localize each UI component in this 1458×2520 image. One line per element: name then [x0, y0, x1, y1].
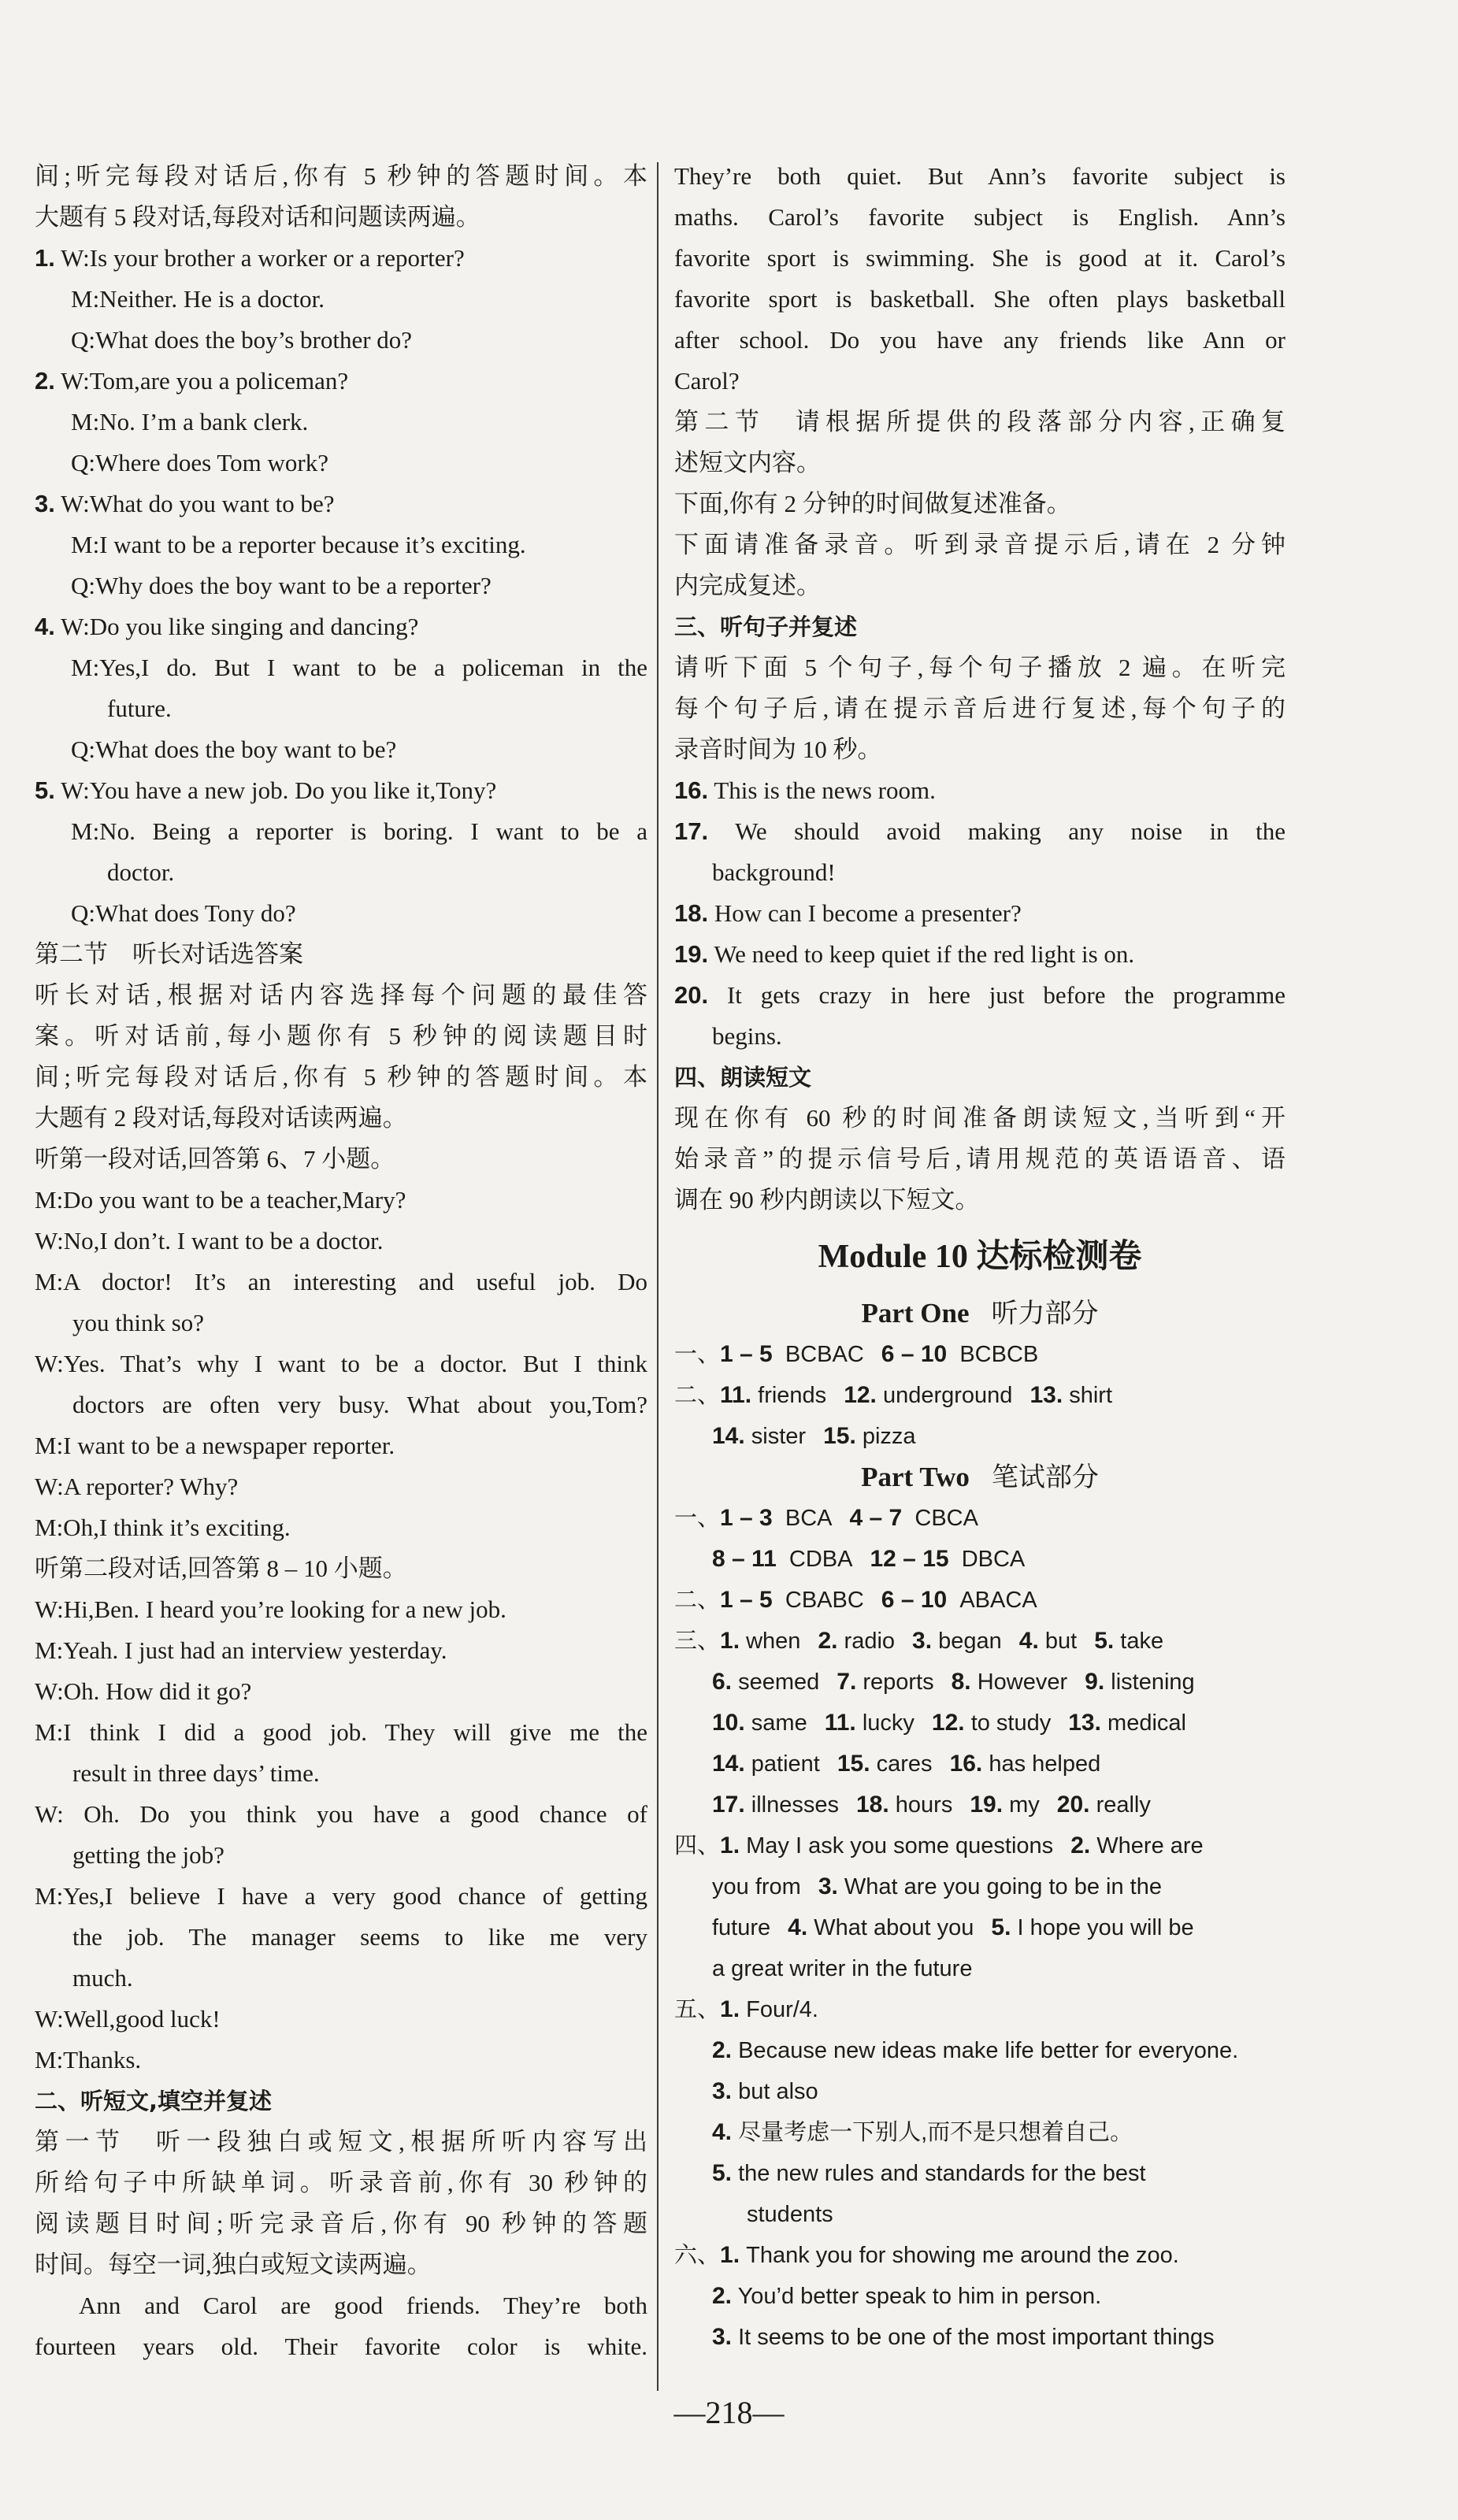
answer-key: CBABC [785, 1588, 864, 1613]
dialogue-4-q: Q:What does the boy want to be? [71, 736, 397, 763]
conversation-line-cont: you think so? [72, 1309, 205, 1336]
dialogue-1-m: M:Neither. He is a doctor. [71, 285, 325, 313]
part-3-intro: 请听下面 5 个句子,每个句子播放 2 遍。在听完 [674, 654, 1285, 681]
answer-range: 1 – 5 [720, 1587, 773, 1613]
item-number: 1. [720, 1996, 740, 2022]
item-number: 11. [824, 1710, 856, 1736]
sentence-16 [674, 770, 1285, 811]
dialogue-1-q: Q:What does the boy’s brother do? [71, 326, 413, 354]
part-4-intro: 现在你有 60 秒的时间准备朗读短文,当听到“开 [674, 1104, 1285, 1132]
retell-intro: 第二节 请根据所提供的段落部分内容,正确复 [674, 408, 1285, 435]
answer-range: 1 – 3 [720, 1505, 773, 1531]
answer-key: cares [876, 1751, 933, 1777]
answer-row [674, 2030, 1285, 2071]
section-label: 六、 [674, 2243, 721, 2268]
conversation-line: M:Yeah. I just had an interview yesterday. [35, 1636, 447, 1664]
item-number: 16. [674, 776, 709, 804]
answer-key: illnesses [751, 1792, 839, 1818]
answer-key: ABACA [959, 1588, 1037, 1613]
item-number: 3. [818, 1873, 838, 1899]
item-number: 5. [712, 2160, 733, 2186]
conversation-line: M:Yes,I believe I have a very good chance of getting [35, 1882, 647, 1910]
part-one-heading [674, 1293, 1285, 1334]
passage-line: Ann and Carol are good friends. They’re both [79, 2292, 647, 2319]
sentence-17 [674, 811, 1285, 852]
sentence-text: This is the news room. [714, 776, 936, 804]
part-one-zh: 听力部分 [991, 1298, 1099, 1329]
answer-row [674, 1621, 1285, 1662]
section-label: 一、 [674, 1506, 721, 1531]
item-number: 11. [720, 1382, 752, 1408]
conversation-line: M:A doctor! It’s an interesting and useful job. Do [35, 1268, 647, 1295]
dialogue-line: W:Do you like singing and dancing? [61, 613, 419, 640]
answer-text: the new rules and standards for the best [738, 2161, 1146, 2186]
part-two-zh: 笔试部分 [991, 1462, 1099, 1493]
item-number: 8. [951, 1669, 971, 1695]
answer-row [674, 1784, 1285, 1825]
conversation-line: W:Oh. How did it go? [35, 1677, 252, 1705]
item-number: 13. [1030, 1382, 1063, 1408]
conversation-line: W: Oh. Do you think you have a good chance of [35, 1800, 647, 1828]
answer-text: What are you going to be in the [844, 1874, 1162, 1899]
left-column [35, 156, 647, 2367]
dialogue-5-q: Q:What does Tony do? [71, 899, 296, 927]
answer-key: BCA [785, 1506, 833, 1531]
sentence-20 [674, 975, 1285, 1016]
passage-line: fourteen years old. Their favorite color is white. [35, 2333, 647, 2360]
passage-line: favorite sport is basketball. She often plays basketball [674, 285, 1285, 313]
conversation-line-cont: result in three days’ time. [72, 1759, 320, 1787]
item-number: 3. [912, 1628, 933, 1654]
section-label: 一、 [674, 1342, 721, 1367]
answer-row [674, 1662, 1285, 1703]
item-number: 5. [1094, 1628, 1115, 1654]
item-number: 18. [674, 899, 709, 927]
item-number: 17. [712, 1792, 745, 1818]
item-number: 13. [1068, 1710, 1101, 1736]
item-number: 9. [1085, 1669, 1105, 1695]
part-3-intro: 每个句子后,请在提示音后进行复述,每个句子的 [674, 695, 1285, 722]
answer-key: CBCA [914, 1506, 978, 1531]
conversation-line-cont: doctors are often very busy. What about you,Tom? [72, 1391, 647, 1418]
item-number: 7. [837, 1669, 857, 1695]
conversation-line: M:I want to be a newspaper reporter. [35, 1432, 395, 1459]
answer-text: Thank you for showing me around the zoo. [746, 2243, 1179, 2268]
answer-text: You’d better speak to him in person. [737, 2284, 1102, 2309]
sentence-text: How can I become a presenter? [714, 899, 1022, 927]
sentence-19 [674, 934, 1285, 975]
item-number: 2. [35, 367, 55, 395]
item-number: 16. [949, 1751, 983, 1777]
item-number: 3. [712, 2324, 733, 2350]
item-number: 4. [1018, 1628, 1039, 1654]
answer-key: pizza [862, 1424, 916, 1449]
passage-line: They’re both quiet. But Ann’s favorite subject is [674, 162, 1285, 190]
item-number: 15. [823, 1423, 856, 1449]
answer-key: really [1096, 1792, 1151, 1818]
part-4-heading: 四、朗读短文 [674, 1064, 812, 1091]
answer-text: Because new ideas make life better for everyone. [738, 2038, 1239, 2063]
passage-line: Carol? [674, 367, 740, 395]
answer-key: underground [882, 1383, 1013, 1408]
conversation-line: W:Hi,Ben. I heard you’re looking for a new job. [35, 1595, 506, 1623]
dialogue-3-w [35, 484, 647, 524]
item-number: 1. [720, 2242, 740, 2268]
answer-key: to study [970, 1710, 1052, 1736]
section-2-title: 第二节 听长对话选答案 [35, 940, 303, 968]
dialogue-line: W:What do you want to be? [61, 490, 335, 517]
answer-key: my [1009, 1792, 1040, 1818]
conversation-line-cont: the job. The manager seems to like me very [72, 1923, 647, 1951]
answer-text: What about you [814, 1915, 974, 1940]
answer-key: began [938, 1629, 1002, 1654]
dialogue-4-w [35, 606, 647, 647]
item-number: 10. [712, 1710, 745, 1736]
part-one-en: Part One [861, 1298, 970, 1329]
dialogue-3-q: Q:Why does the boy want to be a reporter? [71, 572, 492, 599]
answer-key: listening [1111, 1670, 1195, 1695]
conversation-line: M:Thanks. [35, 2046, 142, 2073]
item-number: 2. [712, 2283, 733, 2309]
passage-line: favorite sport is swimming. She is good at it. Carol’s [674, 244, 1285, 272]
part-4-intro: 始录音”的提示信号后,请用规范的英语语音、语 [674, 1145, 1285, 1173]
item-number: 18. [856, 1792, 889, 1818]
answer-row [674, 2112, 1285, 2153]
answer-row [674, 1539, 1285, 1580]
sentence-17-cont: background! [712, 858, 836, 886]
passage-line: after school. Do you have any friends like Ann or [674, 326, 1285, 354]
answer-row [674, 1866, 1285, 1907]
item-number: 14. [712, 1423, 745, 1449]
retell-intro: 下面,你有 2 分钟的时间做复述准备。 [674, 490, 1071, 517]
answer-key: when [746, 1629, 801, 1654]
item-number: 12. [931, 1710, 965, 1736]
part-2-heading: 二、听短文,填空并复述 [35, 2088, 273, 2114]
sentence-20-cont: begins. [712, 1022, 782, 1050]
section-label: 五、 [674, 1997, 721, 2022]
right-column [674, 156, 1285, 2358]
dialogue-3-m: M:I want to be a reporter because it’s exciting. [71, 531, 526, 558]
conversation-line: W:A reporter? Why? [35, 1473, 239, 1500]
item-number: 20. [674, 981, 709, 1009]
conversation-line: M:Oh,I think it’s exciting. [35, 1514, 291, 1541]
answer-key: BCBCB [959, 1342, 1039, 1367]
dialogue-line: W:Tom,are you a policeman? [61, 367, 349, 395]
section-2-intro: 大题有 2 段对话,每段对话读两遍。 [35, 1104, 407, 1132]
item-number: 19. [970, 1792, 1004, 1818]
answer-row [674, 1744, 1285, 1784]
dialogue-2-w [35, 361, 647, 402]
intro-line: 间;听完每段对话后,你有 5 秒钟的答题时间。本 [35, 162, 647, 190]
item-number: 4. [35, 613, 55, 640]
answer-key: radio [844, 1629, 896, 1654]
answer-text: but also [738, 2079, 818, 2104]
sentence-18 [674, 893, 1285, 934]
part-4-intro: 调在 90 秒内朗读以下短文。 [674, 1186, 980, 1214]
intro-line: 大题有 5 段对话,每段对话和问题读两遍。 [35, 203, 480, 231]
answer-key: reports [863, 1670, 934, 1695]
dialogue-2-q: Q:Where does Tom work? [71, 449, 328, 476]
dialogue-1-w [35, 238, 647, 279]
answer-range: 1 – 5 [720, 1341, 773, 1367]
answer-key: DBCA [961, 1547, 1026, 1572]
conversation-line: W:No,I don’t. I want to be a doctor. [35, 1227, 384, 1254]
answer-row [674, 2153, 1285, 2194]
section-label: 三、 [674, 1629, 721, 1654]
conversation-line: W:Well,good luck! [35, 2005, 221, 2033]
answer-key: CDBA [788, 1547, 853, 1572]
dialogue-5-m-cont: doctor. [107, 858, 175, 886]
dialogue-2-m: M:No. I’m a bank clerk. [71, 408, 309, 435]
answer-row [674, 2317, 1285, 2358]
section-label: 二、 [674, 1588, 721, 1613]
dialogue-line: W:Is your brother a worker or a reporter? [61, 244, 465, 272]
answer-key: take [1120, 1629, 1164, 1654]
answer-text: future [712, 1915, 771, 1940]
answer-text: Where are [1096, 1833, 1204, 1858]
item-number: 5. [35, 776, 55, 804]
conversation-line: M:Do you want to be a teacher,Mary? [35, 1186, 406, 1214]
answer-key: has helped [989, 1751, 1101, 1777]
item-number: 1. [720, 1833, 740, 1858]
answer-text: It seems to be one of the most important things [738, 2325, 1215, 2350]
answer-row [674, 1703, 1285, 1744]
section-2-intro: 听长对话,根据对话内容选择每个问题的最佳答 [35, 981, 647, 1009]
item-number: 12. [844, 1382, 877, 1408]
answer-key: BCBAC [785, 1342, 864, 1367]
answer-range: 4 – 7 [849, 1505, 903, 1531]
answer-text: 尽量考虑一下别人,而不是只想着自己。 [738, 2120, 1133, 2145]
item-number: 3. [712, 2078, 733, 2104]
answer-row [674, 2071, 1285, 2112]
module-title: Module 10 达标检测卷 [818, 1239, 1142, 1275]
sentence-text: We should avoid making any noise in the [735, 817, 1285, 845]
item-number: 1. [35, 244, 55, 272]
conversation-line: M:I think I did a good job. They will give me the [35, 1718, 647, 1746]
section-2-intro: 案。听对话前,每小题你有 5 秒钟的阅读题目时 [35, 1022, 647, 1050]
part-2-intro: 时间。每空一词,独白或短文读两遍。 [35, 2251, 432, 2278]
sentence-text: It gets crazy in here just before the programme [726, 981, 1285, 1009]
answer-text: you from [712, 1874, 801, 1899]
conversation-line-cont: much. [72, 1964, 133, 1992]
retell-intro: 述短文内容。 [674, 449, 821, 476]
item-number: 5. [991, 1914, 1011, 1940]
answer-key: same [751, 1710, 807, 1736]
column-divider [657, 162, 659, 2391]
answer-key: shirt [1069, 1383, 1113, 1408]
item-number: 17. [674, 817, 709, 845]
answer-range: 8 – 11 [712, 1546, 777, 1572]
dialogue-5-w [35, 770, 647, 811]
answer-text: Four/4. [746, 1997, 818, 2022]
item-number: 2. [818, 1628, 838, 1654]
item-number: 20. [1056, 1792, 1090, 1818]
answer-key: seemed [738, 1670, 820, 1695]
item-number: 14. [712, 1751, 745, 1777]
answer-text: I hope you will be [1017, 1915, 1194, 1940]
item-number: 4. [712, 2119, 733, 2145]
part-2-intro: 所给句子中所缺单词。听录音前,你有 30 秒钟的 [35, 2169, 647, 2196]
answer-row [674, 1580, 1285, 1621]
answer-row [674, 1498, 1285, 1539]
answer-row [674, 2276, 1285, 2317]
section-2-intro: 间;听完每段对话后,你有 5 秒钟的答题时间。本 [35, 1063, 647, 1091]
answer-key: friends [758, 1383, 827, 1408]
answer-row [674, 1907, 1285, 1948]
dialogue-4-m: M:Yes,I do. But I want to be a policeman in the [71, 654, 647, 681]
dialogue-4-m-cont: future. [107, 695, 172, 722]
answer-row [674, 1375, 1285, 1416]
answer-row [674, 1334, 1285, 1375]
part-2-intro: 阅读题目时间;听完录音后,你有 90 秒钟的答题 [35, 2210, 647, 2237]
item-number: 3. [35, 490, 55, 517]
answer-row: students [747, 2202, 833, 2227]
item-number: 1. [720, 1628, 740, 1654]
dialogue-5-m: M:No. Being a reporter is boring. I want to be a [71, 817, 647, 845]
conversation-2-title: 听第二段对话,回答第 8 – 10 小题。 [35, 1555, 407, 1582]
item-number: 2. [712, 2037, 733, 2063]
answer-range: 12 – 15 [870, 1546, 949, 1572]
part-2-intro: 第一节 听一段独白或短文,根据所听内容写出 [35, 2128, 647, 2155]
answer-key: but [1044, 1629, 1078, 1654]
conversation-line: W:Yes. That’s why I want to be a doctor. But I think [35, 1350, 647, 1377]
answer-key: sister [751, 1424, 807, 1449]
item-number: 2. [1070, 1833, 1091, 1858]
conversation-line-cont: getting the job? [72, 1841, 224, 1869]
answer-row [674, 1825, 1285, 1866]
item-number: 6. [712, 1669, 733, 1695]
section-label: 四、 [674, 1833, 721, 1858]
conversation-1-title: 听第一段对话,回答第 6、7 小题。 [35, 1145, 395, 1173]
answer-text: May I ask you some questions [746, 1833, 1054, 1858]
dialogue-line: W:You have a new job. Do you like it,Tony? [61, 776, 497, 804]
item-number: 4. [788, 1914, 808, 1940]
answer-key: patient [751, 1751, 820, 1777]
answer-range: 6 – 10 [881, 1587, 948, 1613]
item-number: 19. [674, 940, 709, 968]
answer-key: lucky [862, 1710, 914, 1736]
answer-key: hours [895, 1792, 953, 1818]
page-number: —218— [673, 2395, 785, 2430]
part-3-intro: 录音时间为 10 秒。 [674, 736, 882, 763]
passage-line: maths. Carol’s favorite subject is English. Ann’s [674, 203, 1285, 231]
answer-range: 6 – 10 [881, 1341, 948, 1367]
section-label: 二、 [674, 1383, 721, 1408]
retell-intro: 内完成复述。 [674, 572, 821, 599]
answer-row: a great writer in the future [712, 1956, 973, 1981]
answer-key: However [977, 1670, 1068, 1695]
answer-row [674, 1989, 1285, 2030]
sentence-text: We need to keep quiet if the red light is on. [714, 940, 1135, 968]
item-number: 15. [837, 1751, 870, 1777]
answer-key: medical [1107, 1710, 1186, 1736]
part-two-heading [674, 1457, 1285, 1498]
answer-row [674, 1416, 1285, 1457]
part-3-heading: 三、听句子并复述 [674, 613, 858, 640]
part-two-en: Part Two [861, 1462, 970, 1492]
retell-intro: 下面请准备录音。听到录音提示后,请在 2 分钟 [674, 531, 1285, 558]
answer-row [674, 2235, 1285, 2276]
